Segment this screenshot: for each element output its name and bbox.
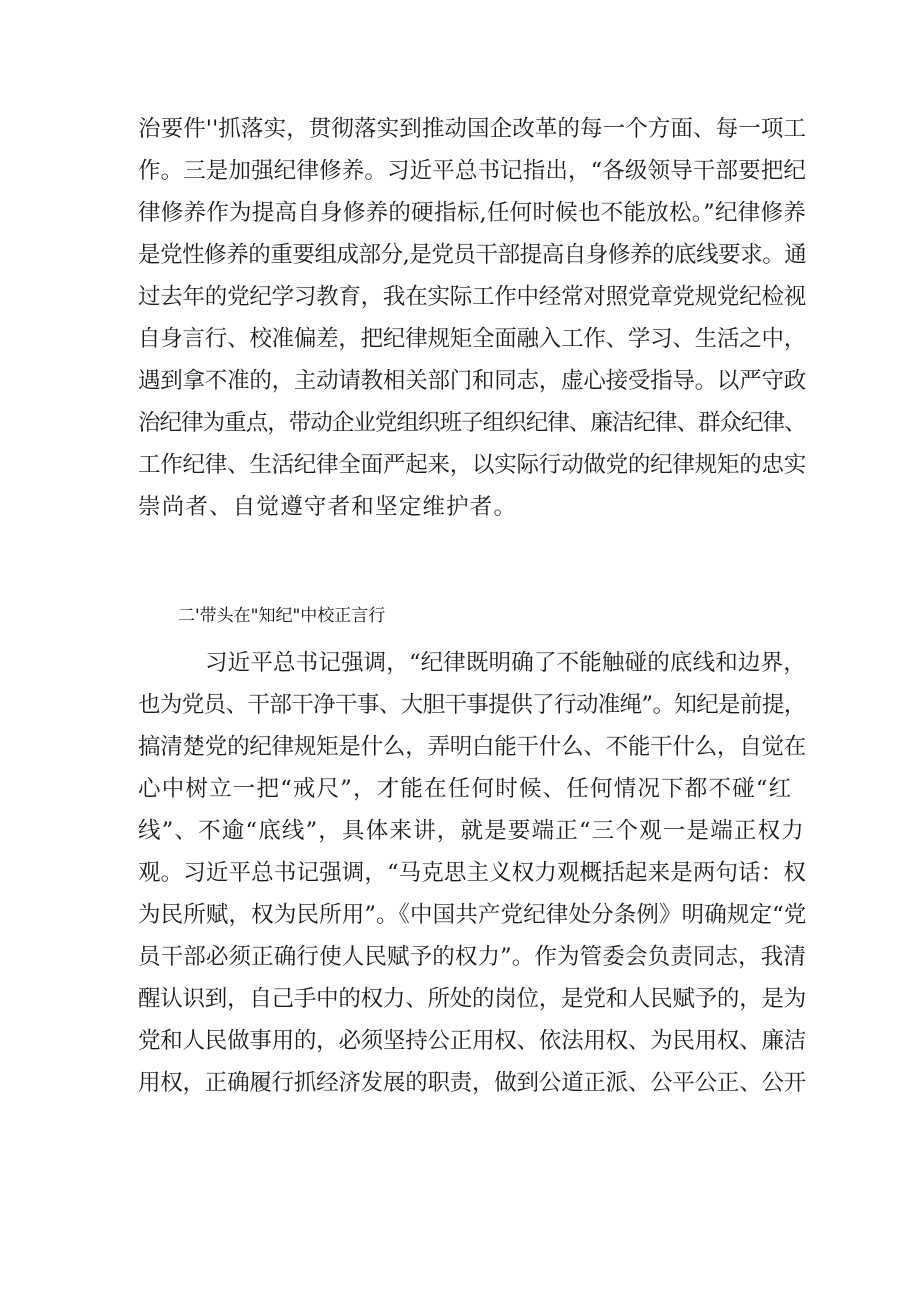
text-line: 醒认识到，自己手中的权力、所处的岗位，是党和人民赋予的，是为: [138, 986, 807, 1012]
text-line: 心中树立一把“戒尺”，才能在任何时候、任何情况下都不碰“红: [138, 776, 793, 802]
text-line: 工作纪律、生活纪律全面严起来，以实际行动做党的纪律规矩的忠实: [138, 452, 807, 478]
text-line: 党和人民做事用的，必须坚持公正用权、依法用权、为民用权、廉洁: [138, 1028, 807, 1054]
text-line: 治要件''抓落实，贯彻落实到推动国企改革的每一个方面、每一项工: [138, 116, 807, 142]
text-line: 员干部必须正确行使人民赋予的权力”。作为管委会负责同志，我清: [138, 944, 807, 970]
text-line: 遇到拿不准的，主动请教相关部门和同志，虚心接受指导。以严守政: [138, 368, 807, 394]
text-line: 观。习近平总书记强调，“马克思主义权力观概括起来是两句话：权: [138, 860, 807, 886]
text-line: 用权，正确履行抓经济发展的职责，做到公道正派、公平公正、公开: [138, 1070, 807, 1096]
section-heading: 二'带头在"知纪"中校正言行: [178, 606, 386, 626]
text-line: 为民所赋，权为民所用”。《中国共产党纪律处分条例》明确规定“党: [138, 902, 807, 928]
text-line: 过去年的党纪学习教育，我在实际工作中经常对照党章党规党纪检视: [138, 284, 807, 310]
paragraph-discipline-cultivation: [138, 108, 806, 528]
text-line: 也为党员、干部干净干事、大胆干事提供了行动准绳”。知纪是前提，: [138, 692, 806, 718]
text-line: 是党性修养的重要组成部分,是党员干部提高自身修养的底线要求。通: [138, 242, 807, 268]
text-line: 线”、不逾“底线”，具体来讲，就是要端正“三个观一是端正权力: [138, 818, 806, 844]
text-line: 作。三是加强纪律修养。习近平总书记指出，“各级领导干部要把纪: [138, 158, 807, 184]
text-line: 治纪律为重点，带动企业党组织班子组织纪律、廉洁纪律、群众纪律、: [138, 410, 806, 436]
text-line: 崇尚者、自觉遵守者和坚定维护者。: [138, 494, 518, 520]
paragraph-know-discipline: [138, 642, 806, 1104]
text-line: 律修养作为提高自身修养的硬指标,任何时候也不能放松。”纪律修养: [138, 200, 807, 226]
text-line: 搞清楚党的纪律规矩是什么，弄明白能干什么、不能干什么，自觉在: [138, 734, 807, 760]
text-line-indented: 习近平总书记强调，“纪律既明确了不能触碰的底线和边界，: [205, 650, 806, 676]
text-line: 自身言行、校准偏差，把纪律规矩全面融入工作、学习、生活之中，: [138, 326, 807, 352]
